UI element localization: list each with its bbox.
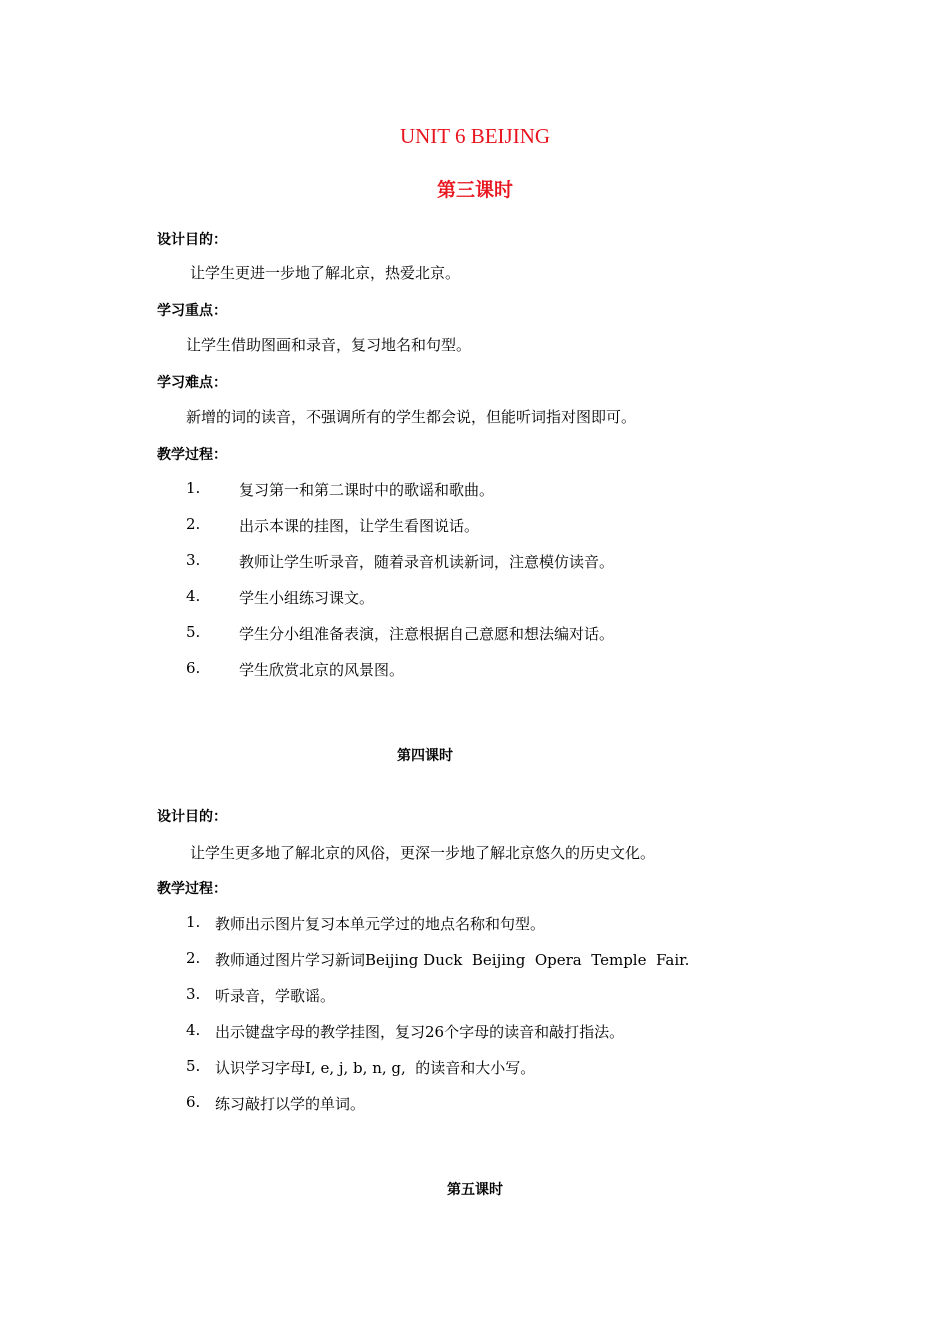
- lesson3-title: 第三课时: [436, 179, 513, 201]
- lesson3-focus-heading: 学习重点：: [157, 303, 227, 319]
- list-item-number: 1.: [186, 913, 201, 931]
- list-item-number: 6.: [186, 659, 201, 677]
- lesson5-title: 第五课时: [447, 1182, 503, 1198]
- lesson3-process-heading: 教学过程：: [157, 447, 227, 463]
- list-item-number: 3.: [186, 551, 201, 569]
- lesson3-difficulty-text: 新增的词的读音，不强调所有的学生都会说，但能听词指对图即可。: [186, 408, 637, 426]
- lesson4-design-heading: 设计目的：: [157, 809, 227, 825]
- list-item: 学生欣赏北京的风景图。: [239, 661, 405, 679]
- list-item-number: 6.: [186, 1093, 201, 1111]
- lesson4-process-heading: 教学过程：: [157, 881, 227, 897]
- list-item: 教师通过图片学习新词Beijing Duck Beijing Opera Temple Fair.: [215, 951, 690, 969]
- list-item: 学生小组练习课文。: [239, 589, 375, 607]
- lesson4-design-text: 让学生更多地了解北京的风俗，更深一步地了解北京悠久的历史文化。: [190, 844, 656, 862]
- list-item-number: 5.: [186, 1057, 201, 1075]
- list-item-number: 2.: [186, 949, 201, 967]
- list-item-number: 5.: [186, 623, 201, 641]
- lesson3-focus-text: 让学生借助图画和录音，复习地名和句型。: [186, 336, 472, 354]
- lesson3-design-heading: 设计目的：: [157, 232, 227, 248]
- list-item: 出示本课的挂图，让学生看图说话。: [239, 517, 480, 535]
- lesson4-title: 第四课时: [397, 748, 453, 764]
- lesson3-design-text: 让学生更进一步地了解北京，热爱北京。: [190, 264, 461, 282]
- list-item: 练习敲打以学的单词。: [215, 1095, 366, 1113]
- list-item-number: 3.: [186, 985, 201, 1003]
- list-item-number: 2.: [186, 515, 201, 533]
- list-item: 认识学习字母I, e, j, b, n, g, 的读音和大小写。: [215, 1059, 536, 1077]
- list-item-number: 4.: [186, 1021, 201, 1039]
- list-item: 教师出示图片复习本单元学过的地点名称和句型。: [215, 915, 546, 933]
- list-item-number: 4.: [186, 587, 201, 605]
- list-item: 学生分小组准备表演，注意根据自己意愿和想法编对话。: [239, 625, 615, 643]
- document-title: UNIT 6 BEIJING: [399, 124, 551, 148]
- list-item: 听录音，学歌谣。: [215, 987, 336, 1005]
- list-item: 复习第一和第二课时中的歌谣和歌曲。: [239, 481, 495, 499]
- lesson3-difficulty-heading: 学习难点：: [157, 375, 227, 391]
- list-item: 出示键盘字母的教学挂图，复习26个字母的读音和敲打指法。: [215, 1023, 625, 1041]
- list-item: 教师让学生听录音，随着录音机读新词，注意模仿读音。: [239, 553, 615, 571]
- list-item-number: 1.: [186, 479, 201, 497]
